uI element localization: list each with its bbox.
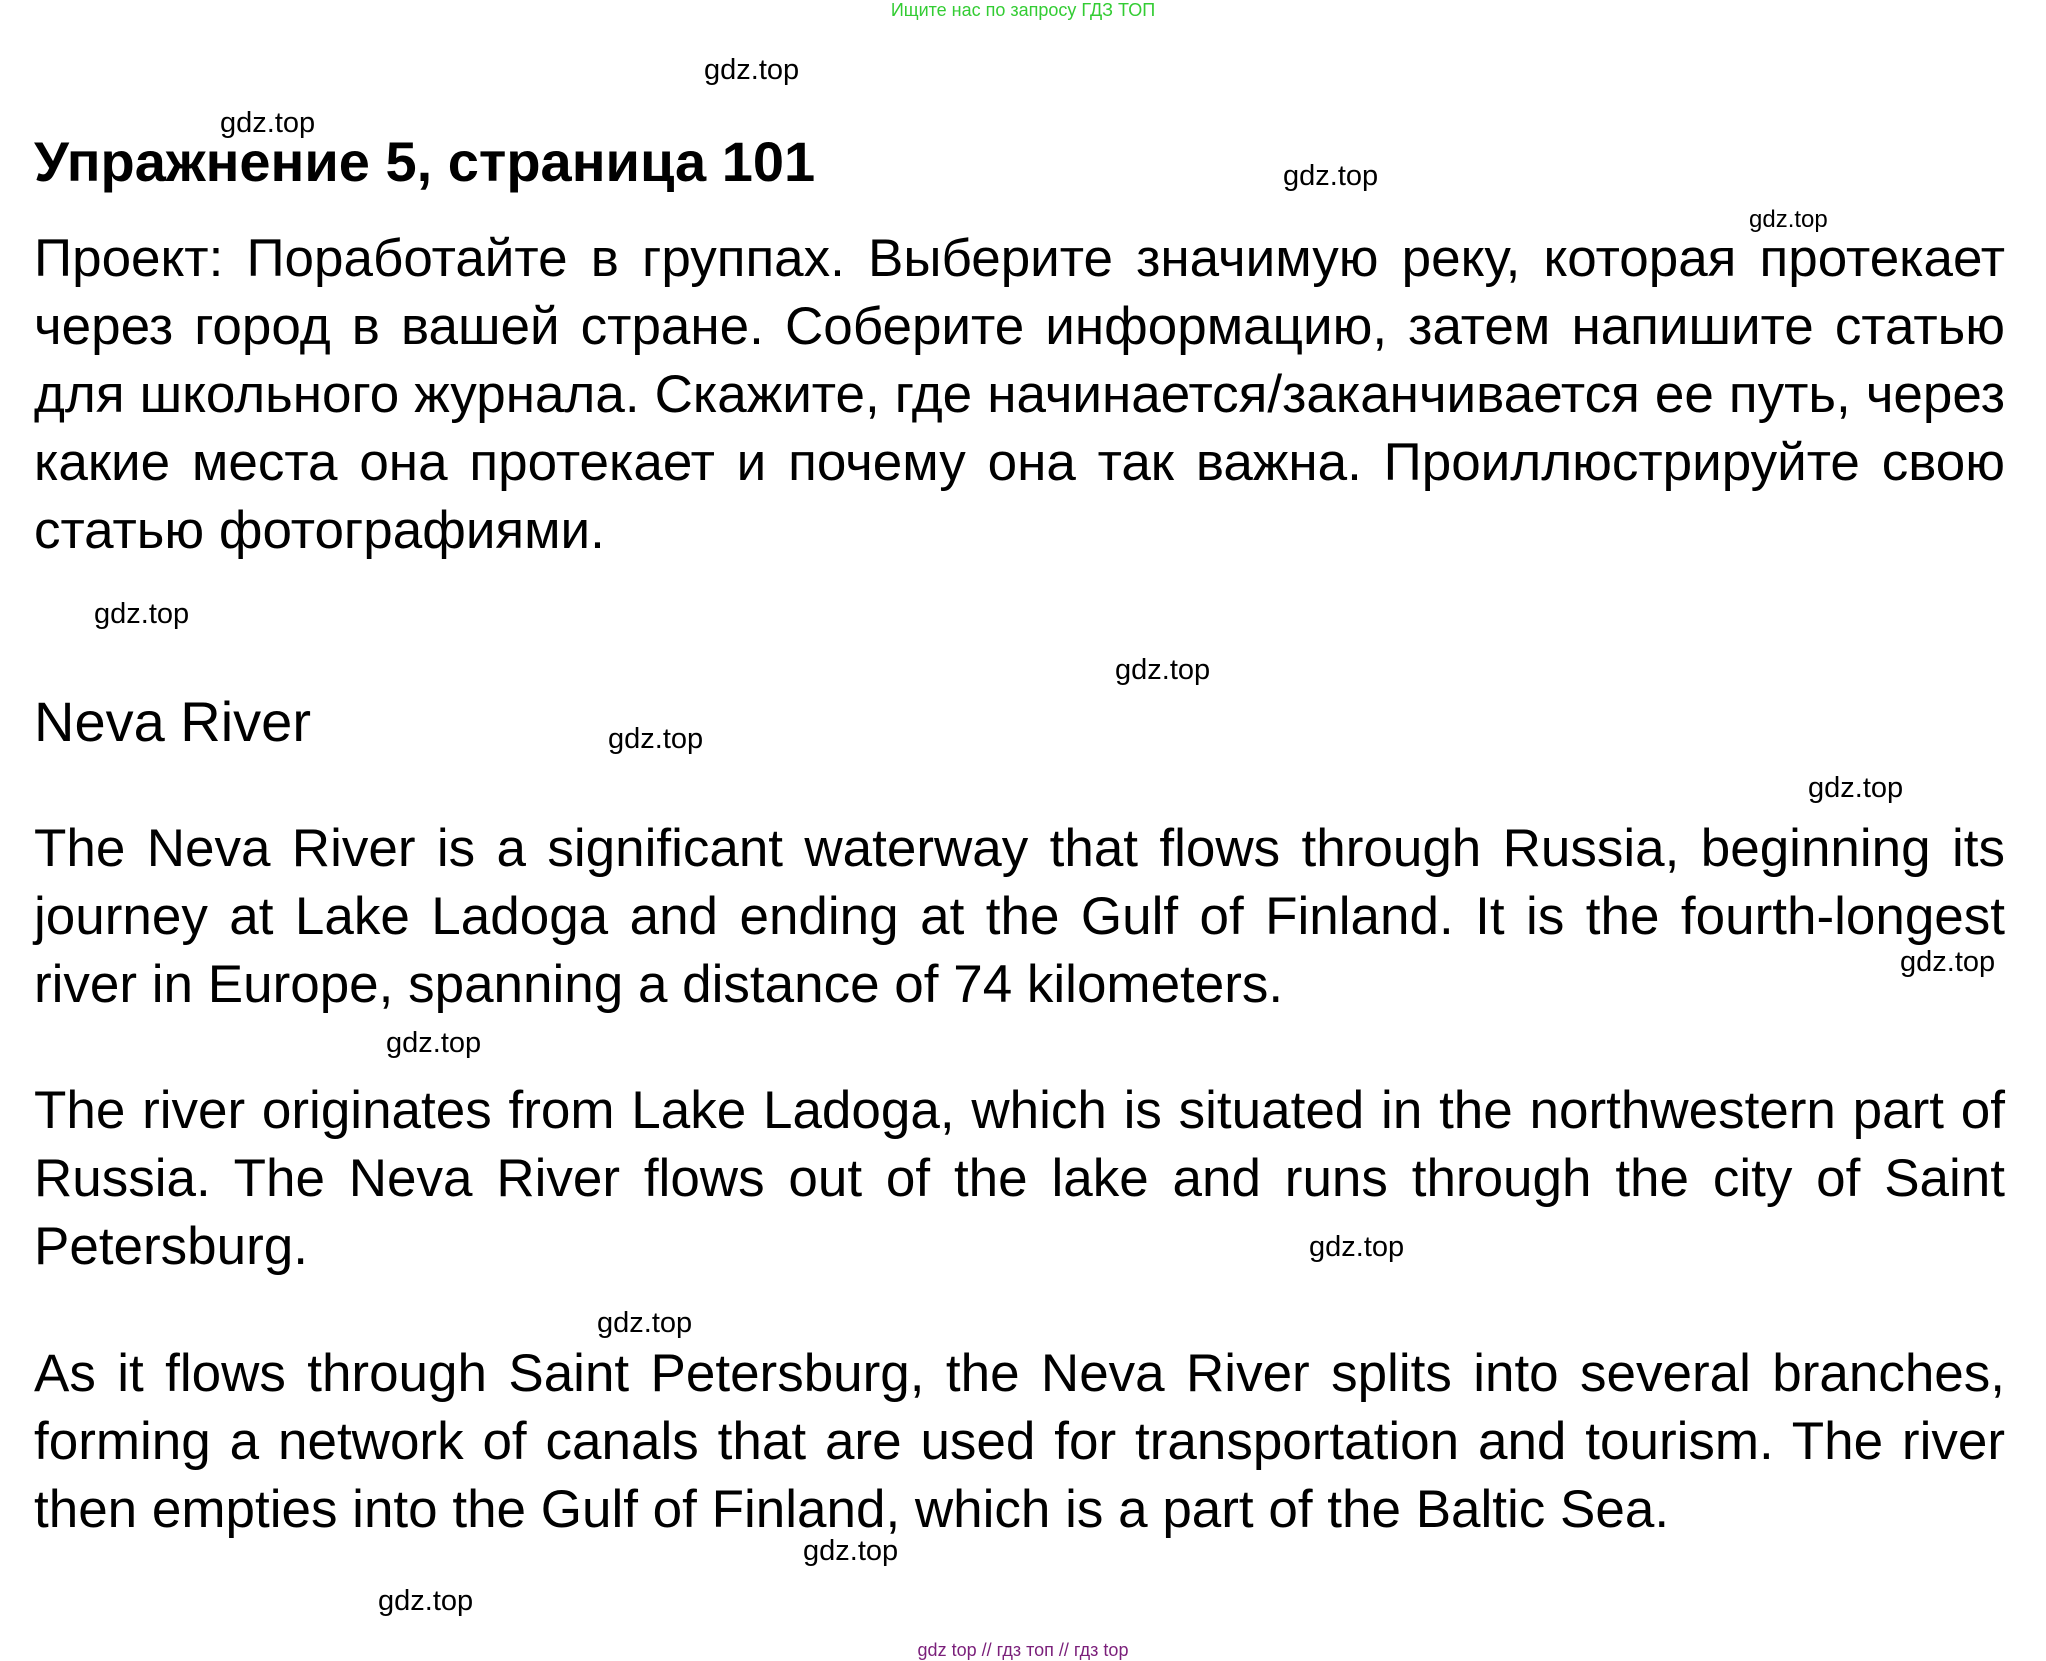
watermark: gdz.top (378, 1585, 474, 1617)
watermark: gdz.top (608, 723, 704, 755)
watermark: gdz.top (704, 54, 800, 86)
article-title: Neva River (34, 690, 311, 753)
watermark: gdz.top (386, 1027, 482, 1059)
article-paragraph-2: The river originates from Lake Ladoga, which is situated in the northwestern part of Russia. The Neva River flows out of the lake and runs through the city of Saint Petersburg. (34, 1081, 2005, 1276)
watermark: gdz.top (1309, 1231, 1405, 1263)
top-banner[interactable]: Ищите нас по запросу ГДЗ ТОП (890, 0, 1156, 20)
watermark: gdz.top (220, 107, 316, 139)
footer-links[interactable]: gdz top // гдз топ // гдз top (917, 1640, 1129, 1660)
watermark: gdz.top (94, 598, 190, 630)
exercise-heading: Упражнение 5, страница 101 (34, 130, 816, 193)
article-paragraph-3: As it flows through Saint Petersburg, the Neva River splits into several branches, forming a network of canals that are used for transportation and tourism. The river then empties into the Gulf of Finland, which is a part of the Baltic Sea. (34, 1344, 2005, 1539)
article-paragraph-1: The Neva River is a significant waterway that flows through Russia, beginning its journey at Lake Ladoga and ending at the Gulf of Finland. It is the fourth-longest river in Europe, spanning a distance of 74 kilometers. (34, 819, 2005, 1014)
watermark: gdz.top (1749, 206, 1828, 233)
watermark: gdz.top (1808, 772, 1904, 804)
task-text: Проект: Поработайте в группах. Выберите значимую реку, которая протекает через город в вашей стране. Соберите информацию, затем напишите статью для школьного журнала. Скажите, где начинается/заканчивается ее путь, через какие места она протекает и почему она так важна. Проиллюстрируйте свою статью фотографиями. (34, 229, 2005, 560)
watermark: gdz.top (1283, 160, 1379, 192)
watermark: gdz.top (1900, 946, 1996, 978)
watermark: gdz.top (1115, 654, 1211, 686)
watermark: gdz.top (597, 1307, 693, 1339)
watermark: gdz.top (803, 1535, 899, 1567)
